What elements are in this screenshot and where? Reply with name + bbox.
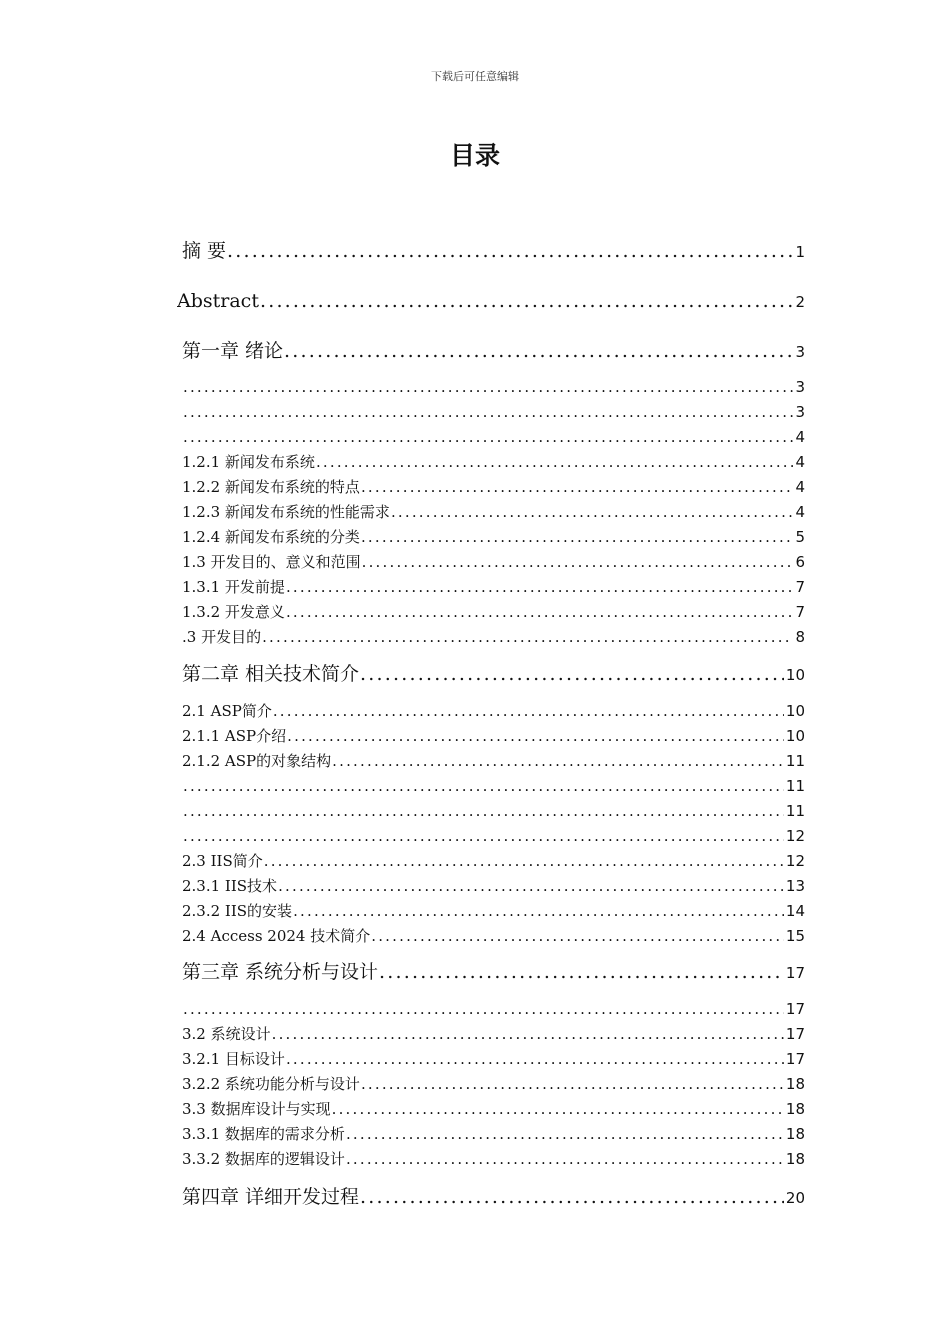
toc-leader: [346, 1122, 784, 1146]
toc-label: 1.2.4 新闻发布系统的分类: [182, 528, 360, 546]
toc-page: 12: [785, 827, 805, 845]
toc-leader: [183, 375, 793, 399]
toc-leader: [293, 899, 784, 923]
toc-page: 4: [795, 428, 805, 446]
toc-page: 2: [795, 293, 805, 311]
toc-entry[interactable]: [182, 924, 805, 948]
toc-page: 4: [795, 453, 805, 471]
toc-page: 1: [795, 243, 805, 261]
toc-page: 14: [785, 902, 805, 920]
toc-entry[interactable]: [182, 1097, 805, 1121]
toc-page: 6: [795, 553, 805, 571]
toc-entry[interactable]: [182, 997, 805, 1021]
toc-entry[interactable]: [182, 1072, 805, 1096]
toc-leader: [286, 600, 794, 624]
toc-entry[interactable]: [182, 899, 805, 923]
toc-entry[interactable]: [182, 774, 805, 798]
toc-entry[interactable]: [182, 600, 805, 624]
toc-page: 7: [795, 603, 805, 621]
toc-leader: [183, 824, 784, 848]
toc-entry[interactable]: [182, 1022, 805, 1046]
toc-leader: [360, 659, 784, 689]
toc-page: 18: [785, 1150, 805, 1168]
toc-entry[interactable]: [182, 450, 805, 474]
toc-page: 4: [795, 478, 805, 496]
toc-page: 11: [785, 802, 805, 820]
toc-label: 2.3.2 IIS的安装: [182, 902, 293, 920]
toc-entry[interactable]: [182, 799, 805, 823]
toc-page: 20: [785, 1189, 805, 1207]
toc-label: 3.2.1 目标设计: [182, 1050, 285, 1068]
toc-leader: [262, 625, 793, 649]
toc-page: 12: [785, 852, 805, 870]
toc-label: 3.3.1 数据库的需求分析: [182, 1125, 345, 1143]
toc-label: 2.3 IIS简介: [182, 852, 263, 870]
toc-label: 3.2 系统设计: [182, 1025, 271, 1043]
toc-entry[interactable]: [182, 724, 805, 748]
toc-leader: [264, 849, 784, 873]
toc-entry[interactable]: [182, 550, 805, 574]
toc-page: 11: [785, 777, 805, 795]
toc-page: 15: [785, 927, 805, 945]
toc-entry-abstract-en[interactable]: [177, 286, 805, 316]
toc-leader: [183, 400, 793, 424]
toc-label: 1.3 开发目的、意义和范围: [182, 553, 361, 571]
toc-page: 3: [795, 343, 805, 361]
toc-label: 1.2.2 新闻发布系统的特点: [182, 478, 360, 496]
toc-entry[interactable]: [182, 525, 805, 549]
toc-leader: [332, 749, 784, 773]
toc-label: 2.1 ASP简介: [182, 702, 272, 720]
toc-label: 摘 要: [182, 240, 227, 262]
page-title: 目录: [449, 141, 500, 170]
toc-leader: [362, 550, 794, 574]
toc-page: 11: [785, 752, 805, 770]
toc-label: 第四章 详细开发过程: [182, 1186, 360, 1208]
toc-label: 2.3.1 IIS技术: [182, 877, 278, 895]
toc-entry[interactable]: [182, 849, 805, 873]
toc-entry[interactable]: [182, 824, 805, 848]
toc-entry[interactable]: [182, 375, 805, 399]
toc-leader: [227, 236, 793, 266]
toc-leader: [183, 774, 784, 798]
toc-page: 3: [795, 378, 805, 396]
toc-label: 1.3.1 开发前提: [182, 578, 285, 596]
toc-label: 1.2.3 新闻发布系统的性能需求: [182, 503, 390, 521]
toc-leader: [286, 575, 794, 599]
toc-label: 第一章 绪论: [182, 340, 284, 362]
toc-entry[interactable]: [182, 874, 805, 898]
toc-entry[interactable]: [182, 699, 805, 723]
toc-page: 13: [785, 877, 805, 895]
toc-page: 7: [795, 578, 805, 596]
toc-label: 2.1.2 ASP的对象结构: [182, 752, 332, 770]
toc-page: 18: [785, 1100, 805, 1118]
toc-entry[interactable]: [182, 625, 805, 649]
toc-page: 17: [785, 1000, 805, 1018]
toc-leader: [346, 1147, 784, 1171]
toc-leader: [284, 336, 793, 366]
toc-label: 3.3.2 数据库的逻辑设计: [182, 1150, 345, 1168]
toc-leader: [391, 500, 794, 524]
toc-label: 1.3.2 开发意义: [182, 603, 285, 621]
toc-label: .3 开发目的: [182, 628, 262, 646]
toc-leader: [371, 924, 784, 948]
toc-page: 10: [785, 727, 805, 745]
page-header: 下载后可任意编辑: [431, 70, 519, 83]
toc-label: 1.2.1 新闻发布系统: [182, 453, 315, 471]
toc-entry[interactable]: [182, 575, 805, 599]
toc-leader: [278, 874, 784, 898]
toc-label: 2.1.1 ASP介绍: [182, 727, 287, 745]
toc-page: 17: [785, 1025, 805, 1043]
toc-leader: [361, 525, 794, 549]
toc-label: 3.3 数据库设计与实现: [182, 1100, 331, 1118]
toc-entry[interactable]: [182, 500, 805, 524]
toc-leader: [286, 1047, 784, 1071]
toc-leader: [273, 699, 784, 723]
toc-entry-abstract-cn[interactable]: [182, 236, 805, 266]
toc-entry[interactable]: [182, 475, 805, 499]
toc-entry[interactable]: [182, 1122, 805, 1146]
toc-leader: [183, 799, 784, 823]
toc-label: 第三章 系统分析与设计: [182, 961, 379, 983]
toc-entry[interactable]: [182, 400, 805, 424]
toc-entry[interactable]: [182, 749, 805, 773]
toc-entry-chapter-2[interactable]: [182, 659, 805, 689]
toc-leader: [287, 724, 784, 748]
toc-entry[interactable]: [182, 1047, 805, 1071]
toc-label: 3.2.2 系统功能分析与设计: [182, 1075, 360, 1093]
toc-entry[interactable]: [182, 1147, 805, 1171]
toc-leader: [316, 450, 794, 474]
toc-page: 8: [795, 628, 805, 646]
toc-page: 10: [785, 702, 805, 720]
toc-leader: [360, 1182, 784, 1212]
toc-page: 17: [785, 1050, 805, 1068]
toc-leader: [332, 1097, 784, 1121]
toc-leader: [361, 475, 794, 499]
toc-page: 18: [785, 1125, 805, 1143]
toc-entry-chapter-3[interactable]: [182, 957, 805, 987]
toc-leader: [183, 425, 793, 449]
toc-leader: [260, 286, 793, 316]
toc-entry-chapter-1[interactable]: [182, 336, 805, 366]
toc-label: 2.4 Access 2024 技术简介: [182, 927, 371, 945]
toc-page: 18: [785, 1075, 805, 1093]
toc-entry[interactable]: [182, 425, 805, 449]
toc-page: 10: [785, 666, 805, 684]
toc-leader: [361, 1072, 784, 1096]
toc-page: 17: [785, 964, 805, 982]
toc-leader: [272, 1022, 784, 1046]
toc-page: 3: [795, 403, 805, 421]
toc-leader: [379, 957, 784, 987]
toc-label: 第二章 相关技术简介: [182, 663, 360, 685]
toc-leader: [183, 997, 784, 1021]
toc-label: Abstract: [177, 290, 259, 312]
toc-page: 4: [795, 503, 805, 521]
toc-entry-chapter-4[interactable]: [182, 1182, 805, 1212]
toc-page: 5: [795, 528, 805, 546]
